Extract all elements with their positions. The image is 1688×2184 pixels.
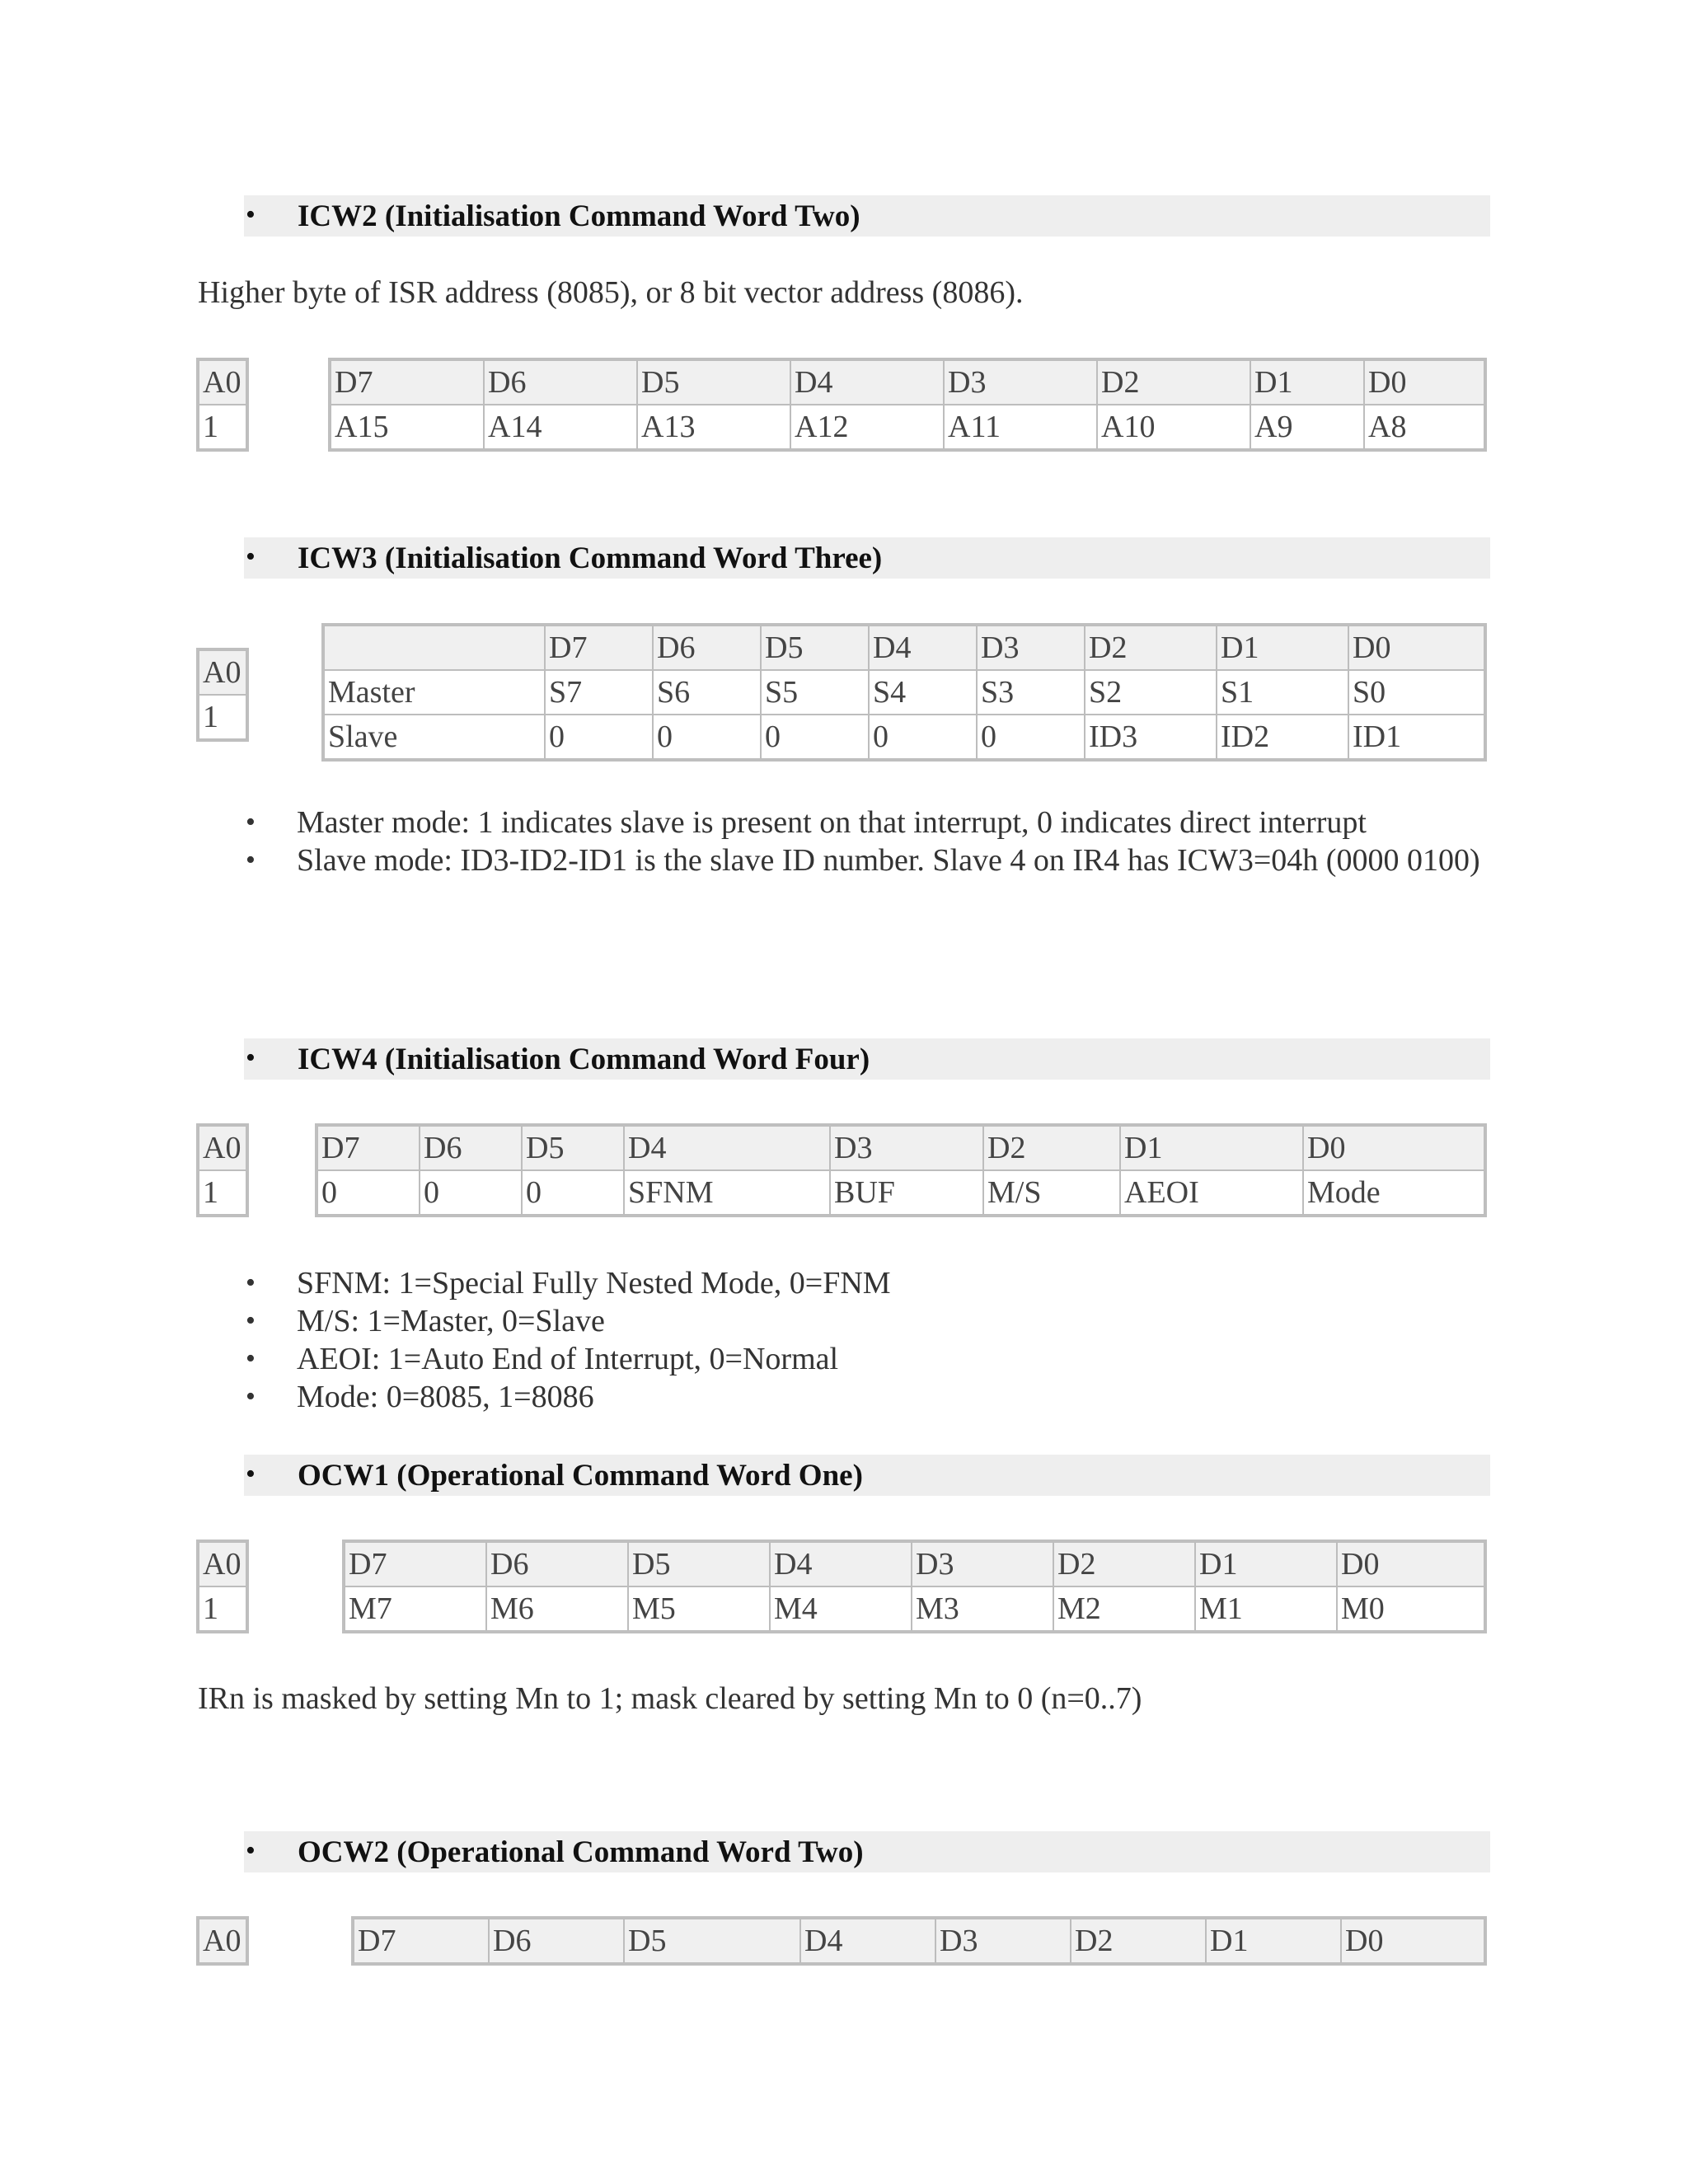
icw2-description: Higher byte of ISR address (8085), or 8 bit vector address (8086). [198,275,1024,310]
note-text: AEOI: 1=Auto End of Interrupt, 0=Normal [297,1342,839,1376]
bit-value-cell: S7 [545,670,653,715]
list-item [244,804,1517,841]
bit-header-cell: D6 [420,1126,522,1170]
a0-header-cell: A0 [199,360,246,405]
ocw1-description: IRn is masked by setting Mn to 1; mask cleared by setting Mn to 0 (n=0..7) [198,1681,1142,1716]
icw3-master-row [324,670,1484,715]
bit-value-cell: S3 [977,670,1085,715]
bit-header-cell: D5 [628,1542,770,1586]
bit-value-cell: ID1 [1348,715,1484,759]
bit-header-cell: D0 [1364,360,1484,405]
bit-value-cell: BUF [830,1170,983,1215]
bit-header-cell: D0 [1337,1542,1484,1586]
bit-header-cell: D6 [653,626,761,670]
bit-value-cell: M6 [486,1586,628,1631]
bit-value-cell: S6 [653,670,761,715]
bit-header-cell: D1 [1206,1919,1341,1963]
ocw2-heading [244,1831,1490,1872]
bit-header-cell: D4 [624,1126,830,1170]
list-item [244,841,1517,879]
a0-value-cell: 1 [199,695,246,739]
ocw2-heading-text: OCW2 (Operational Command Word Two) [298,1835,864,1869]
bit-value-cell: M/S [983,1170,1120,1215]
ocw1-a0-table [198,1541,247,1632]
bit-header-cell: D4 [790,360,944,405]
bit-value-cell: A12 [790,405,944,449]
a0-value-cell: 1 [199,405,246,449]
icw4-value-row [317,1170,1484,1215]
bit-value-cell: ID2 [1217,715,1348,759]
bit-value-cell: A13 [637,405,790,449]
a0-header-cell: A0 [199,1919,246,1963]
bit-header-cell: D5 [522,1126,624,1170]
bit-value-cell: AEOI [1120,1170,1303,1215]
note-text: Master mode: 1 indicates slave is present on that interrupt, 0 indicates direct interrupt [297,805,1367,840]
bit-header-cell: D5 [637,360,790,405]
bit-header-cell [324,626,545,670]
row-label-cell: Slave [324,715,545,759]
icw4-notes [244,1264,1517,1416]
ocw2-header-row [354,1919,1484,1963]
ocw1-header-row [345,1542,1484,1586]
bit-header-cell: D7 [317,1126,420,1170]
bullet: • [246,1043,256,1073]
bit-value-cell: 0 [977,715,1085,759]
bit-value-cell: M7 [345,1586,486,1631]
ocw1-heading-text: OCW1 (Operational Command Word One) [298,1459,863,1493]
bit-header-cell: D5 [761,626,869,670]
a0-header-cell: A0 [199,1126,246,1170]
bit-header-cell: D1 [1250,360,1364,405]
bullet: • [246,199,256,230]
bit-value-cell: M2 [1053,1586,1195,1631]
bullet: • [246,845,256,875]
bit-header-cell: D3 [912,1542,1053,1586]
icw4-heading [244,1038,1490,1080]
note-text: SFNM: 1=Special Fully Nested Mode, 0=FNM [297,1266,891,1301]
bit-header-cell: D3 [830,1126,983,1170]
icw4-heading-text: ICW4 (Initialisation Command Word Four) [298,1043,870,1076]
icw2-heading-text: ICW2 (Initialisation Command Word Two) [298,199,860,233]
ocw1-value-row [345,1586,1484,1631]
bit-value-cell: S0 [1348,670,1484,715]
list-item [244,1302,1517,1340]
bit-value-cell: M1 [1195,1586,1337,1631]
bit-value-cell: Mode [1303,1170,1484,1215]
bullet: • [246,1381,256,1412]
bit-header-cell: D2 [1053,1542,1195,1586]
icw4-a0-table [198,1125,247,1216]
bit-header-cell: D7 [331,360,484,405]
icw3-heading [244,537,1490,579]
bit-header-cell: D6 [489,1919,624,1963]
icw3-heading-text: ICW3 (Initialisation Command Word Three) [298,541,883,575]
bit-value-cell: 0 [522,1170,624,1215]
bit-value-cell: 0 [761,715,869,759]
icw2-bit-table [330,359,1485,450]
bit-value-cell: A11 [944,405,1097,449]
bit-header-cell: D4 [800,1919,935,1963]
list-item [244,1340,1517,1378]
bullet: • [246,807,256,837]
bit-header-cell: D5 [624,1919,800,1963]
icw4-header-row [317,1126,1484,1170]
a0-value-cell: 1 [199,1586,246,1631]
bit-header-cell: D4 [770,1542,912,1586]
bit-header-cell: D2 [983,1126,1120,1170]
bit-value-cell: 0 [869,715,977,759]
bit-value-cell: S1 [1217,670,1348,715]
note-text: Slave mode: ID3-ID2-ID1 is the slave ID number. Slave 4 on IR4 has ICW3=04h (0000 0100) [297,843,1480,878]
note-text: Mode: 0=8085, 1=8086 [297,1380,594,1414]
bullet: • [246,541,256,572]
bit-value-cell: S5 [761,670,869,715]
bit-header-cell: D7 [354,1919,489,1963]
bit-header-cell: D1 [1120,1126,1303,1170]
icw4-bit-table [316,1125,1485,1216]
ocw2-a0-table [198,1918,247,1964]
bit-header-cell: D0 [1348,626,1484,670]
a0-header-cell: A0 [199,650,246,695]
bit-value-cell: A14 [484,405,637,449]
icw2-a0-table [198,359,247,450]
bit-header-cell: D2 [1097,360,1250,405]
ocw2-bit-table [353,1918,1485,1964]
bit-value-cell: 0 [653,715,761,759]
bit-value-cell: 0 [420,1170,522,1215]
bullet: • [246,1343,256,1374]
bit-value-cell: 0 [317,1170,420,1215]
bit-header-cell: D6 [484,360,637,405]
bit-value-cell: A8 [1364,405,1484,449]
bit-value-cell: M5 [628,1586,770,1631]
bit-value-cell: A10 [1097,405,1250,449]
bit-header-cell: D3 [935,1919,1071,1963]
bit-header-cell: D1 [1217,626,1348,670]
bit-header-cell: D2 [1085,626,1217,670]
bit-header-cell: D0 [1303,1126,1484,1170]
bit-value-cell: 0 [545,715,653,759]
bit-header-cell: D2 [1071,1919,1206,1963]
a0-header-cell: A0 [199,1542,246,1586]
bit-header-cell: D7 [545,626,653,670]
bit-value-cell: ID3 [1085,715,1217,759]
note-text: M/S: 1=Master, 0=Slave [297,1304,605,1338]
bit-value-cell: M3 [912,1586,1053,1631]
icw2-heading [244,195,1490,237]
bit-value-cell: S4 [869,670,977,715]
bit-header-cell: D3 [977,626,1085,670]
bit-value-cell: S2 [1085,670,1217,715]
bit-value-cell: M0 [1337,1586,1484,1631]
bullet: • [246,1459,256,1489]
list-item [244,1378,1517,1416]
list-item [244,1264,1517,1302]
bit-header-cell: D6 [486,1542,628,1586]
icw2-value-row [331,405,1484,449]
bit-value-cell: A15 [331,405,484,449]
icw3-bit-table [323,625,1485,760]
bit-header-cell: D1 [1195,1542,1337,1586]
icw3-slave-row [324,715,1484,759]
bit-header-cell: D0 [1341,1919,1484,1963]
bit-header-cell: D7 [345,1542,486,1586]
bullet: • [246,1835,256,1866]
ocw1-bit-table [344,1541,1485,1632]
bullet: • [246,1305,256,1336]
bit-value-cell: A9 [1250,405,1364,449]
row-label-cell: Master [324,670,545,715]
icw2-header-row [331,360,1484,405]
icw3-header-row [324,626,1484,670]
bit-value-cell: SFNM [624,1170,830,1215]
bit-value-cell: M4 [770,1586,912,1631]
bullet: • [246,1268,256,1298]
icw3-a0-table [198,649,247,740]
a0-value-cell: 1 [199,1170,246,1215]
bit-header-cell: D4 [869,626,977,670]
icw3-notes [244,804,1517,879]
ocw1-heading [244,1455,1490,1496]
bit-header-cell: D3 [944,360,1097,405]
